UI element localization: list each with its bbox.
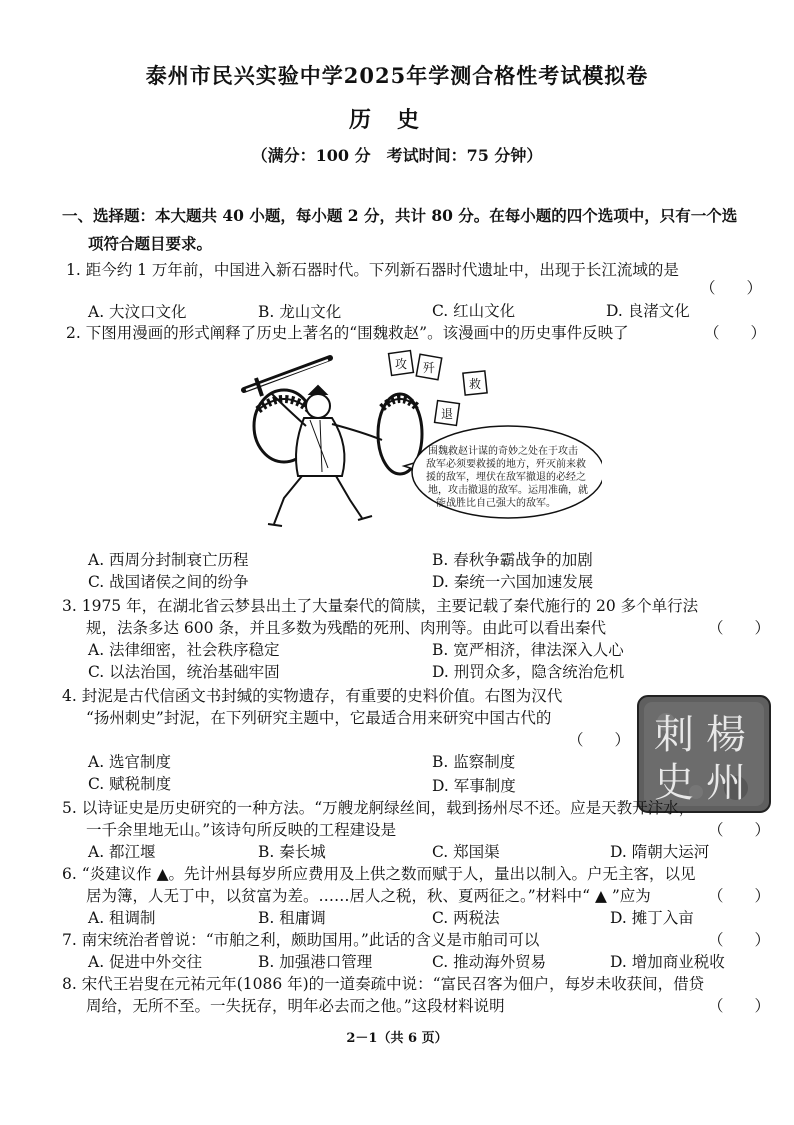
q6-bracket: （ ） bbox=[708, 887, 771, 905]
svg-text:史: 史 bbox=[654, 760, 694, 806]
q4-bracket: （ ） bbox=[568, 731, 631, 749]
exam-info: （满分：100 分 考试时间：75 分钟） bbox=[251, 146, 543, 165]
q5-option-b: B. 秦长城 bbox=[258, 843, 326, 861]
q1-bracket: （ ） bbox=[700, 279, 763, 297]
section-heading-cont: 项符合题目要求。 bbox=[88, 234, 213, 253]
q2-option-a: A. 西周分封制衰亡历程 bbox=[88, 551, 249, 569]
paper-jiu bbox=[463, 371, 487, 395]
q6-option-d: D. 摊丁入亩 bbox=[610, 909, 694, 927]
q3-option-d: D. 刑罚众多，隐含统治危机 bbox=[432, 663, 625, 681]
q3-option-a: A. 法律细密，社会秩序稳定 bbox=[88, 641, 280, 659]
q4-stem-cont: “扬州刺史”封泥，在下列研究主题中，它最适合用来研究中国古代的 bbox=[86, 709, 552, 727]
subject-title: 历史 bbox=[348, 107, 445, 133]
svg-text:援的敌军，埋伏在敌军撤退的必经之: 援的敌军，埋伏在敌军撤退的必经之 bbox=[426, 472, 586, 483]
q3-stem: 3. 1975 年，在湖北省云梦县出土了大量秦代的简牍，主要记载了秦代施行的 20 多个单行法 bbox=[62, 597, 699, 615]
q3-option-c: C. 以法治国，统治基础牢固 bbox=[88, 663, 280, 681]
q3-bracket: （ ） bbox=[708, 619, 771, 637]
page-number: 2－1（共 6 页） bbox=[346, 1031, 448, 1046]
paper-gong bbox=[389, 351, 414, 376]
paper-tui bbox=[435, 401, 460, 426]
q2-option-d: D. 秦统一六国加速发展 bbox=[432, 573, 594, 591]
q7-stem: 7. 南宋统治者曾说：“市舶之利，颇助国用。”此话的含义是市舶司可以 bbox=[62, 931, 540, 949]
svg-text:楊: 楊 bbox=[706, 712, 746, 758]
speech-bubble bbox=[404, 426, 602, 518]
svg-text:州: 州 bbox=[706, 760, 746, 806]
q4-stem: 4. 封泥是古代信函文书封缄的实物遗存，有重要的史料价值。右图为汉代 bbox=[62, 687, 563, 705]
svg-text:能战胜比自己强大的敌军。: 能战胜比自己强大的敌军。 bbox=[436, 498, 556, 509]
q1-option-d: D. 良渚文化 bbox=[606, 302, 690, 320]
q2-stem: 2. 下图用漫画的形式阐释了历史上著名的“围魏救赵”。该漫画中的历史事件反映了 bbox=[66, 324, 629, 342]
exam-title: 泰州市民兴实验中学2025年学测合格性考试模拟卷 bbox=[145, 63, 649, 88]
svg-text:攻: 攻 bbox=[395, 357, 408, 371]
q7-option-d: D. 增加商业税收 bbox=[610, 953, 725, 971]
q8-stem-cont: 周给，无所不至。一失抚存，明年必去而之他。”这段材料说明 bbox=[86, 997, 505, 1015]
q1-option-a: A. 大汶口文化 bbox=[88, 303, 187, 321]
q2-option-b: B. 春秋争霸战争的加剧 bbox=[432, 551, 593, 569]
weiweijiuzhao-cartoon bbox=[232, 348, 602, 543]
q4-option-a: A. 选官制度 bbox=[88, 753, 172, 771]
q7-option-a: A. 促进中外交往 bbox=[88, 953, 203, 971]
paper-jian bbox=[416, 354, 441, 379]
q7-bracket: （ ） bbox=[708, 931, 771, 949]
q1-option-b: B. 龙山文化 bbox=[258, 303, 342, 321]
q2-option-c: C. 战国诸侯之间的纷争 bbox=[88, 573, 249, 591]
q4-option-c: C. 赋税制度 bbox=[88, 775, 172, 793]
q5-stem: 5. 以诗证史是历史研究的一种方法。“万艘龙舸绿丝间，载到扬州尽不还。应是天教开汴水， bbox=[62, 799, 695, 817]
q5-option-c: C. 郑国渠 bbox=[432, 843, 500, 861]
q4-option-d: D. 军事制度 bbox=[432, 777, 516, 795]
q6-stem-cont: 居为簿，人无丁中，以贫富为差。……居人之税，秋、夏两征之。”材料中“ ▲ ”应为 bbox=[86, 887, 651, 905]
q5-option-d: D. 隋朝大运河 bbox=[610, 843, 710, 861]
q3-stem-cont: 规，法条多达 600 条，并且多数为残酷的死刑、肉刑等。由此可以看出秦代 bbox=[86, 619, 606, 637]
q6-option-a: A. 租调制 bbox=[88, 909, 156, 927]
svg-text:地，攻击撤退的敌军。运用准确，就: 地，攻击撤退的敌军。运用准确，就 bbox=[428, 485, 588, 496]
q6-option-c: C. 两税法 bbox=[432, 909, 500, 927]
q2-bracket: （ ） bbox=[704, 324, 767, 342]
q5-bracket: （ ） bbox=[708, 821, 771, 839]
q8-bracket: （ ） bbox=[708, 997, 771, 1015]
q3-option-b: B. 宽严相济，律法深入人心 bbox=[432, 641, 624, 659]
q6-stem: 6. “炎建议作 ▲。先计州县每岁所应费用及上供之数而赋于人，量出以制入。户无主客，以见 bbox=[62, 865, 696, 883]
svg-text:退: 退 bbox=[441, 407, 454, 421]
q5-stem-cont: 一千余里地无山。”该诗句所反映的工程建设是 bbox=[86, 821, 397, 839]
svg-text:敌军必须要救援的地方，歼灭前来救: 敌军必须要救援的地方，歼灭前来救 bbox=[426, 459, 586, 470]
q6-option-b: B. 租庸调 bbox=[258, 909, 326, 927]
section-heading: 一、选择题：本大题共 40 小题，每小题 2 分，共计 80 分。在每小题的四个选项中，只有一个选 bbox=[62, 206, 738, 225]
svg-text:围魏救赵计谋的奇妙之处在于攻击: 围魏救赵计谋的奇妙之处在于攻击 bbox=[428, 446, 578, 457]
q7-option-b: B. 加强港口管理 bbox=[258, 953, 373, 971]
q5-option-a: A. 都江堰 bbox=[88, 843, 156, 861]
svg-text:刺: 刺 bbox=[654, 712, 694, 758]
q4-option-b: B. 监察制度 bbox=[432, 753, 516, 771]
q1-stem: 1. 距今约 1 万年前，中国进入新石器时代。下列新石器时代遗址中，出现于长江流域的是 bbox=[66, 261, 679, 279]
q8-stem: 8. 宋代王岩叟在元祐元年(1086 年)的一道奏疏中说：“富民召客为佃户，每岁未收获间，借贷 bbox=[62, 975, 705, 993]
svg-text:歼: 歼 bbox=[423, 361, 436, 375]
q7-option-c: C. 推动海外贸易 bbox=[432, 953, 547, 971]
q1-option-c: C. 红山文化 bbox=[432, 302, 516, 320]
svg-text:救: 救 bbox=[469, 377, 482, 391]
